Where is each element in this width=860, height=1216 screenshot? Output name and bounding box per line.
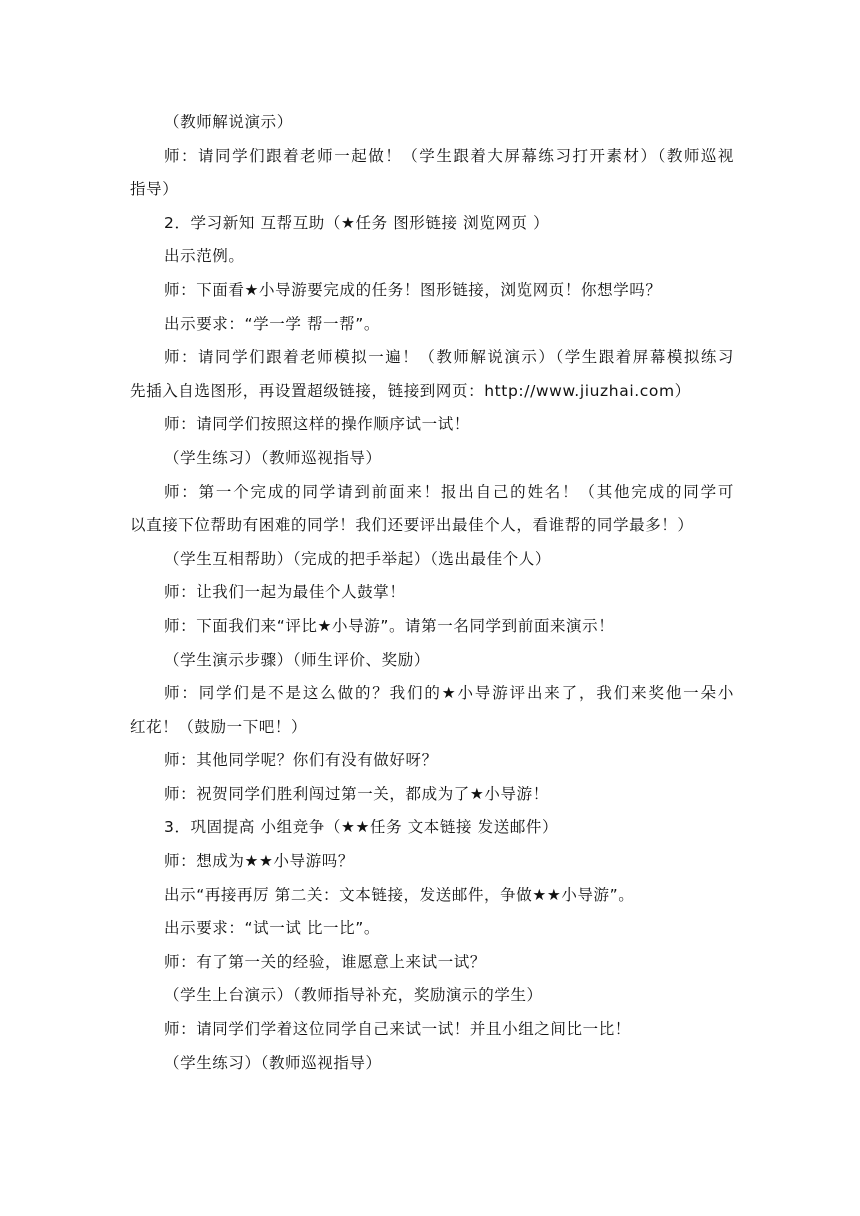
text-line: 师：请同学们按照这样的操作顺序试一试！	[164, 415, 470, 434]
text-line: 师：有了第一关的经验，谁愿意上来试一试？	[164, 952, 487, 971]
text-line: 出示“再接再厉 第二关：文本链接，发送邮件，争做★★小导游”。	[164, 885, 635, 904]
document-body	[130, 106, 734, 1080]
text-line: 先插入自选图形，再设置超级链接，链接到网页：http://www.jiuzhai.com）	[130, 381, 691, 400]
text-line: 师：下面我们来“评比★小导游”。请第一名同学到前面来演示！	[164, 616, 615, 635]
text-line: 师：其他同学呢？你们有没有做好呀？	[164, 751, 438, 770]
text-line: 出示要求：“试一试 比一比”。	[164, 919, 380, 938]
text-line: 师：让我们一起为最佳个人鼓掌！	[164, 583, 406, 602]
text-line: 师：想成为★★小导游吗？	[164, 852, 354, 871]
text-line: 师：第一个完成的同学请到前面来！报出自己的姓名！（其他完成的同学可	[164, 482, 734, 501]
text-line: 红花！（鼓励一下吧！）	[130, 717, 308, 736]
text-line: （学生练习）（教师巡视指导）	[164, 448, 382, 467]
text-line: 指导）	[130, 180, 179, 199]
text-line: （学生练习）（教师巡视指导）	[164, 1053, 382, 1072]
text-line: （教师解说演示）	[164, 113, 293, 131]
text-line: 师：同学们是不是这么做的？我们的★小导游评出来了，我们来奖他一朵小	[164, 684, 734, 703]
text-line: 出示范例。	[164, 247, 245, 266]
text-line: 出示要求：“学一学 帮一帮”。	[164, 314, 380, 333]
text-line: 2．学习新知 互帮互助（★任务 图形链接 浏览网页 ）	[164, 213, 550, 232]
text-line: （学生演示步骤）（师生评价、奖励）	[164, 650, 430, 669]
text-line: （学生互相帮助）（完成的把手举起）（选出最佳个人）	[164, 549, 552, 568]
text-line: 以直接下位帮助有困难的同学！我们还要评出最佳个人，看谁帮的同学最多！）	[130, 516, 694, 535]
text-line: 师：请同学们学着这位同学自己来试一试！并且小组之间比一比！	[164, 1020, 631, 1039]
text-line: 师：祝贺同学们胜利闯过第一关，都成为了★小导游！	[164, 784, 549, 803]
text-line: 师：请同学们跟着老师模拟一遍！（教师解说演示）（学生跟着屏幕模拟练习	[164, 348, 734, 367]
text-line: 师：下面看★小导游要完成的任务！图形链接，浏览网页！你想学吗？	[164, 280, 662, 299]
text-line: 师：请同学们跟着老师一起做！（学生跟着大屏幕练习打开素材）（教师巡视	[164, 146, 734, 165]
text-line: 3．巩固提高 小组竞争（★★任务 文本链接 发送邮件）	[164, 818, 559, 837]
text-line: （学生上台演示）（教师指导补充，奖励演示的学生）	[164, 986, 543, 1005]
